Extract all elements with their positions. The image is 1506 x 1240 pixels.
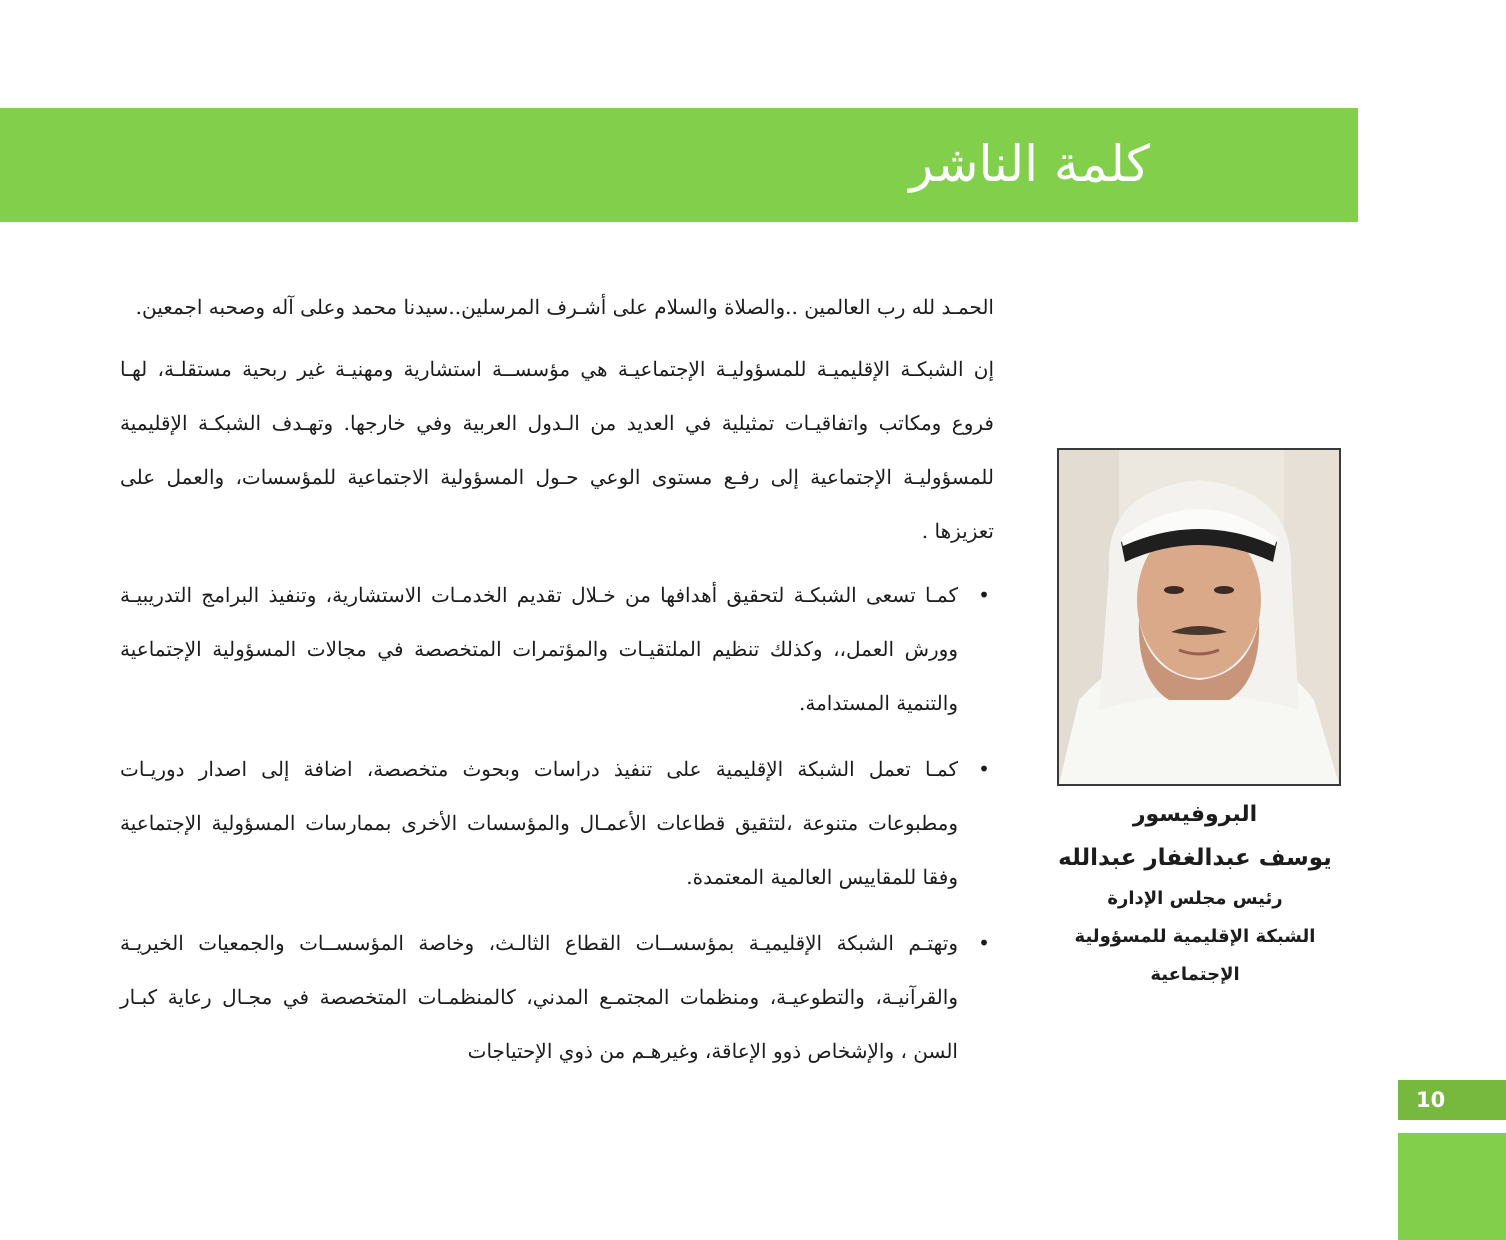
author-role-3: الإجتماعية (1150, 964, 1240, 985)
bullet-icon: • (978, 583, 990, 607)
list-item (120, 742, 990, 904)
author-role-1: رئيس مجلس الإدارة (1107, 888, 1283, 909)
list-item (120, 568, 990, 730)
article-body (120, 280, 994, 1090)
list-item-text: كمـا تعمل الشبكة الإقليمية على تنفيذ دراسات وبحوث متخصصة، اضافة إلى اصدار دوريـات ومطبوعات متنوعة ،لتثقيق قطاعات الأعمـال والمؤسسات الأخرى بممارسات المسؤولية الإجتماعية وفقا للمقاييس العالمية المعتمدة. (120, 757, 958, 889)
intro-paragraph: إن الشبكـة الإقليميـة للمسؤوليـة الإجتماعيـة هي مؤسســة استشارية ومهنيـة غير ربحية مستقلـة، لهـا فروع ومكاتب واتفاقيـات تمثيلية في العديد من الـدول العربية وفي خارجها. وتهـدف الشبكـة الإقليمية للمسؤوليـة الإجتماعية إلى رفـع مستوى الوعي حـول المسؤولية الاجتماعية للمؤسسات، والعمل على تعزيزها . (120, 357, 994, 543)
header-band (0, 108, 1358, 222)
bullet-icon: • (978, 757, 990, 781)
author-signature (1020, 794, 1370, 994)
list-item-text: وتهتـم الشبكة الإقليميـة بمؤسســات القطاع الثالـث، وخاصة المؤسســات والجمعيات الخيريـة والقرآنيـة، والتطوعيـة، ومنظمات المجتمـع المدني، كالمنظمـات المتخصصة في مجـال رعاية كبـار السن ، والإشخاص ذوو الإعاقة، وغيرهـم من ذوي الإحتياجات (120, 931, 958, 1063)
author-role-2: الشبكة الإقليمية للمسؤولية (1074, 926, 1316, 947)
list-item-text: كمـا تسعى الشبكـة لتحقيق أهدافها من خـلال تقديم الخدمـات الاستشارية، وتنفيذ البرامج التدريبيـة وورش العمل،، وكذلك تنظيم الملتقيـات والمؤتمرات المتخصصة في مجالات المسؤولية الإجتماعية والتنمية المستدامة. (120, 583, 958, 715)
author-title: البروفيسور (1132, 802, 1258, 827)
page-number: 10 (1398, 1080, 1506, 1120)
page-title: كلمة الناشر (909, 135, 1150, 193)
bullet-icon: • (978, 931, 990, 955)
corner-decoration (1398, 1133, 1506, 1240)
greeting-paragraph: الحمـد لله رب العالمين ..والصلاة والسلام على أشـرف المرسلين..سيدنا محمد وعلى آله وصحبه اجمعين. (135, 295, 994, 319)
author-name: يوسف عبدالغفار عبدالله (1058, 845, 1332, 871)
portrait-image (1059, 450, 1339, 784)
list-item (120, 916, 990, 1078)
portrait-photo (1057, 448, 1341, 786)
bullet-list (120, 568, 994, 1078)
